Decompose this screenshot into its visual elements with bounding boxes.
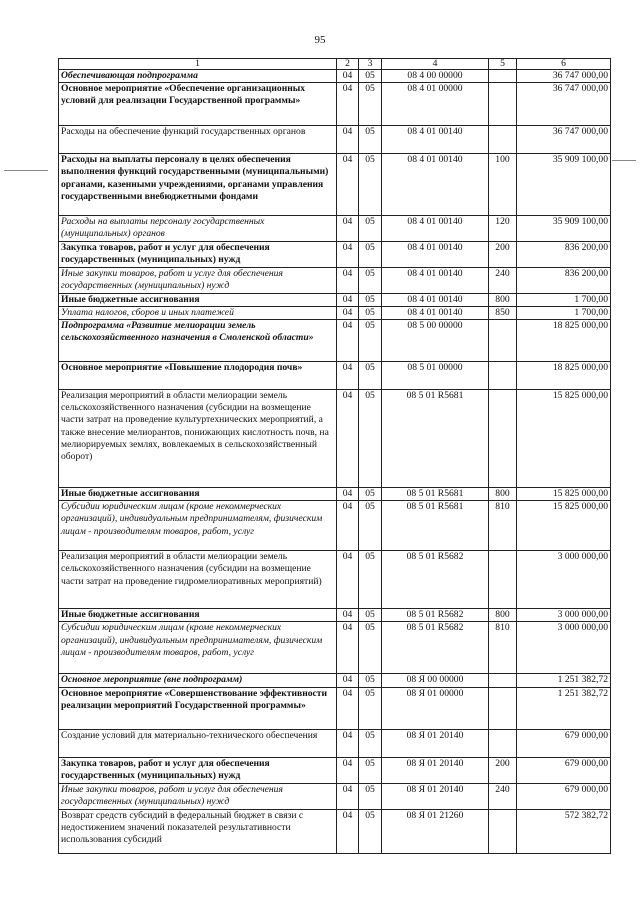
row-amount-cell: 15 825 000,00: [517, 488, 611, 501]
table-row: [59, 216, 611, 242]
row-subsection-cell: 05: [359, 687, 382, 729]
table-row: [59, 809, 611, 853]
row-amount-cell: 35 909 100,00: [517, 216, 611, 242]
row-section-cell: 04: [337, 362, 359, 390]
row-subsection-cell: 05: [359, 551, 382, 609]
row-expense-type-cell: 100: [489, 154, 517, 216]
row-target-code-cell: 08 4 01 00140: [382, 216, 489, 242]
row-amount-cell: 18 825 000,00: [517, 362, 611, 390]
row-subsection-cell: 05: [359, 293, 382, 306]
row-target-code-cell: 08 5 01 R5681: [382, 488, 489, 501]
table-row: [59, 154, 611, 216]
page-number: 95: [314, 34, 326, 46]
row-expense-type-cell: 800: [489, 609, 517, 622]
row-subsection-cell: 05: [359, 729, 382, 757]
row-name-cell: Иные закупки товаров, работ и услуг для обеспечения государственных (муниципальных) нужд: [59, 267, 337, 293]
header-cell: 3: [359, 59, 382, 70]
row-subsection-cell: 05: [359, 390, 382, 488]
table-row: [59, 609, 611, 622]
row-name-cell: Уплата налогов, сборов и иных платежей: [59, 306, 337, 319]
row-section-cell: 04: [337, 293, 359, 306]
row-amount-cell: 36 747 000,00: [517, 126, 611, 154]
row-target-code-cell: 08 Я 01 20140: [382, 729, 489, 757]
row-target-code-cell: 08 5 01 R5682: [382, 609, 489, 622]
row-subsection-cell: 05: [359, 242, 382, 267]
row-expense-type-cell: [489, 729, 517, 757]
row-target-code-cell: 08 4 01 00140: [382, 293, 489, 306]
row-amount-cell: 3 000 000,00: [517, 622, 611, 674]
row-target-code-cell: 08 4 01 00000: [382, 83, 489, 126]
row-name-cell: Возврат средств субсидий в федеральный бюджет в связи с недостижением значений показателей результативности использования субсидий: [59, 809, 337, 853]
row-subsection-cell: 05: [359, 154, 382, 216]
table-row: [59, 390, 611, 488]
row-target-code-cell: 08 5 00 00000: [382, 320, 489, 362]
row-expense-type-cell: 800: [489, 488, 517, 501]
row-subsection-cell: 05: [359, 216, 382, 242]
row-target-code-cell: 08 5 01 00000: [382, 362, 489, 390]
row-amount-cell: 1 251 382,72: [517, 674, 611, 687]
table-row: [59, 320, 611, 362]
row-amount-cell: 679 000,00: [517, 729, 611, 757]
table-row: [59, 70, 611, 83]
row-name-cell: Основное мероприятие «Обеспечение организационных условий для реализации Государственной программы»: [59, 83, 337, 126]
row-target-code-cell: 08 Я 01 21260: [382, 809, 489, 853]
header-cell: 5: [489, 59, 517, 70]
margin-mark-right: [612, 160, 636, 161]
row-amount-cell: 18 825 000,00: [517, 320, 611, 362]
row-target-code-cell: 08 Я 01 00000: [382, 687, 489, 729]
row-expense-type-cell: [489, 687, 517, 729]
row-amount-cell: 3 000 000,00: [517, 551, 611, 609]
row-expense-type-cell: [489, 674, 517, 687]
row-expense-type-cell: 850: [489, 306, 517, 319]
row-expense-type-cell: [489, 320, 517, 362]
row-subsection-cell: 05: [359, 320, 382, 362]
row-name-cell: Основное мероприятие (вне подпрограмм): [59, 674, 337, 687]
row-target-code-cell: 08 4 01 00140: [382, 126, 489, 154]
row-expense-type-cell: 120: [489, 216, 517, 242]
row-name-cell: Реализация мероприятий в области мелиорации земель сельскохозяйственного назначения (субсидии на возмещение части затрат на проведение гидромелиоративных мероприятий): [59, 551, 337, 609]
row-expense-type-cell: [489, 362, 517, 390]
table-row: [59, 293, 611, 306]
row-name-cell: Закупка товаров, работ и услуг для обеспечения государственных (муниципальных) нужд: [59, 242, 337, 267]
row-name-cell: Иные бюджетные ассигнования: [59, 488, 337, 501]
row-subsection-cell: 05: [359, 809, 382, 853]
row-section-cell: 04: [337, 154, 359, 216]
row-section-cell: 04: [337, 70, 359, 83]
row-amount-cell: 3 000 000,00: [517, 609, 611, 622]
table-row: [59, 306, 611, 319]
row-amount-cell: 572 382,72: [517, 809, 611, 853]
row-subsection-cell: 05: [359, 674, 382, 687]
table-row: [59, 501, 611, 551]
row-expense-type-cell: [489, 70, 517, 83]
row-target-code-cell: 08 Я 00 00000: [382, 674, 489, 687]
row-name-cell: Расходы на выплаты персоналу в целях обеспечения выполнения функций государственными (муниципальными) органами, казенными учреждениями, органами управления государственными внебюджетными фондами: [59, 154, 337, 216]
row-expense-type-cell: 200: [489, 242, 517, 267]
table-row: [59, 83, 611, 126]
table-row: [59, 126, 611, 154]
row-section-cell: 04: [337, 390, 359, 488]
row-target-code-cell: 08 5 01 R5681: [382, 501, 489, 551]
table-row: [59, 757, 611, 783]
header-cell: 1: [59, 59, 337, 70]
row-expense-type-cell: [489, 390, 517, 488]
row-name-cell: Закупка товаров, работ и услуг для обеспечения государственных (муниципальных) нужд: [59, 757, 337, 783]
row-amount-cell: 1 700,00: [517, 293, 611, 306]
row-subsection-cell: 05: [359, 783, 382, 809]
row-section-cell: 04: [337, 551, 359, 609]
row-expense-type-cell: [489, 551, 517, 609]
row-name-cell: Субсидии юридическим лицам (кроме некоммерческих организаций), индивидуальным предпринимателям, физическим лицам - производителям товаров, работ, услуг: [59, 501, 337, 551]
row-section-cell: 04: [337, 126, 359, 154]
row-amount-cell: 836 200,00: [517, 267, 611, 293]
row-name-cell: Иные бюджетные ассигнования: [59, 609, 337, 622]
row-section-cell: 04: [337, 267, 359, 293]
row-section-cell: 04: [337, 83, 359, 126]
row-section-cell: 04: [337, 622, 359, 674]
row-subsection-cell: 05: [359, 70, 382, 83]
table-row: [59, 242, 611, 267]
table-row: [59, 488, 611, 501]
row-name-cell: Расходы на выплаты персоналу государственных (муниципальных) органов: [59, 216, 337, 242]
row-section-cell: 04: [337, 306, 359, 319]
row-subsection-cell: 05: [359, 83, 382, 126]
budget-table: [58, 58, 611, 854]
row-name-cell: Подпрограмма «Развитие мелиорации земель сельскохозяйственного назначения в Смоленской области»: [59, 320, 337, 362]
row-subsection-cell: 05: [359, 757, 382, 783]
margin-mark-left: [4, 170, 48, 171]
row-name-cell: Основное мероприятие «Совершенствование эффективности реализации мероприятий Государственной программы»: [59, 687, 337, 729]
row-section-cell: 04: [337, 783, 359, 809]
row-name-cell: Субсидии юридическим лицам (кроме некоммерческих организаций), индивидуальным предпринимателям, физическим лицам - производителям товаров, работ, услуг: [59, 622, 337, 674]
table-row: [59, 622, 611, 674]
row-subsection-cell: 05: [359, 126, 382, 154]
row-section-cell: 04: [337, 809, 359, 853]
row-subsection-cell: 05: [359, 609, 382, 622]
row-section-cell: 04: [337, 242, 359, 267]
row-section-cell: 04: [337, 216, 359, 242]
row-target-code-cell: 08 4 01 00140: [382, 242, 489, 267]
row-name-cell: Реализация мероприятий в области мелиорации земель сельскохозяйственного назначения (субсидии на возмещение части затрат на проведение культуртехнических мероприятий, а также внесение мелиорантов, понижающих кислотность почв, на мелиорируемых землях, вовлекаемых в сельскохозяйственный оборот): [59, 390, 337, 488]
table-row: [59, 551, 611, 609]
row-amount-cell: 35 909 100,00: [517, 154, 611, 216]
row-name-cell: Создание условий для материально-технического обеспечения: [59, 729, 337, 757]
row-amount-cell: 15 825 000,00: [517, 501, 611, 551]
row-amount-cell: 1 251 382,72: [517, 687, 611, 729]
row-subsection-cell: 05: [359, 622, 382, 674]
row-target-code-cell: 08 4 01 00140: [382, 306, 489, 319]
row-expense-type-cell: 240: [489, 783, 517, 809]
header-cell: 2: [337, 59, 359, 70]
row-subsection-cell: 05: [359, 267, 382, 293]
row-section-cell: 04: [337, 729, 359, 757]
row-expense-type-cell: [489, 809, 517, 853]
table-row: [59, 687, 611, 729]
row-expense-type-cell: [489, 126, 517, 154]
row-expense-type-cell: 200: [489, 757, 517, 783]
row-expense-type-cell: 810: [489, 622, 517, 674]
header-cell: 6: [517, 59, 611, 70]
row-name-cell: Иные бюджетные ассигнования: [59, 293, 337, 306]
table-row: [59, 729, 611, 757]
table-row: [59, 267, 611, 293]
row-target-code-cell: 08 4 00 00000: [382, 70, 489, 83]
header-cell: 4: [382, 59, 489, 70]
row-subsection-cell: 05: [359, 306, 382, 319]
table-header-row: [59, 59, 611, 70]
row-name-cell: Иные закупки товаров, работ и услуг для обеспечения государственных (муниципальных) нужд: [59, 783, 337, 809]
row-section-cell: 04: [337, 609, 359, 622]
row-amount-cell: 679 000,00: [517, 757, 611, 783]
table-row: [59, 783, 611, 809]
row-subsection-cell: 05: [359, 362, 382, 390]
table-row: [59, 362, 611, 390]
row-amount-cell: 36 747 000,00: [517, 70, 611, 83]
row-amount-cell: 1 700,00: [517, 306, 611, 319]
row-expense-type-cell: 240: [489, 267, 517, 293]
row-expense-type-cell: 800: [489, 293, 517, 306]
row-name-cell: Обеспечивающая подпрограмма: [59, 70, 337, 83]
row-target-code-cell: 08 5 01 R5682: [382, 551, 489, 609]
row-target-code-cell: 08 4 01 00140: [382, 154, 489, 216]
row-section-cell: 04: [337, 687, 359, 729]
table-row: [59, 674, 611, 687]
row-target-code-cell: 08 5 01 R5681: [382, 390, 489, 488]
row-target-code-cell: 08 5 01 R5682: [382, 622, 489, 674]
row-amount-cell: 679 000,00: [517, 783, 611, 809]
row-section-cell: 04: [337, 674, 359, 687]
row-target-code-cell: 08 4 01 00140: [382, 267, 489, 293]
row-section-cell: 04: [337, 320, 359, 362]
row-target-code-cell: 08 Я 01 20140: [382, 783, 489, 809]
row-amount-cell: 15 825 000,00: [517, 390, 611, 488]
row-expense-type-cell: [489, 83, 517, 126]
row-amount-cell: 36 747 000,00: [517, 83, 611, 126]
row-section-cell: 04: [337, 501, 359, 551]
row-target-code-cell: 08 Я 01 20140: [382, 757, 489, 783]
row-expense-type-cell: 810: [489, 501, 517, 551]
row-amount-cell: 836 200,00: [517, 242, 611, 267]
row-section-cell: 04: [337, 757, 359, 783]
row-name-cell: Основное мероприятие «Повышение плодородия почв»: [59, 362, 337, 390]
row-section-cell: 04: [337, 488, 359, 501]
row-subsection-cell: 05: [359, 488, 382, 501]
row-name-cell: Расходы на обеспечение функций государственных органов: [59, 126, 337, 154]
row-subsection-cell: 05: [359, 501, 382, 551]
